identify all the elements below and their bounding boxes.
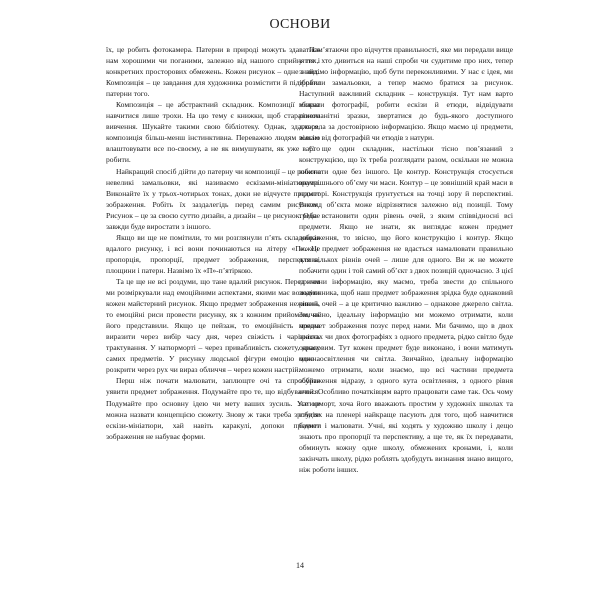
- left-column: [106, 44, 320, 576]
- running-header: ОСНОВИ: [269, 17, 331, 32]
- paragraph: Є ще один складник, настільки тісно пов’язаний з конструкцією, що їх треба розглядати разом, оскільки не можна виконати одне без іншого. Це контур. Конструкція стосується внутрішнього об’єму чи маси. Контур – це зовнішній край маси в просторі. Конструкція ґрунтується на точці зору й перспективі. Вигляд об’єкта може відрізнятися залежно від позиції. Тому треба встановити один рівень очей, з яким співвідносні всі предмети. Якщо не знати, як виглядає кожен предмет зображення, то звісно, що його конструкцію і контур. Якщо кожен предмет зображення не вдасться намалювати правильно для кількох рівнів очей – лише для одного. Ви ж не можете побачити один і той самий об’єкт з двох позицій одночасно. З цієї причини інформацію, яку маємо, треба звести до спільного знаменника, щоб наш предмет зображення зрідка буде однаковий рівень очей – а це критично важливо – однакове джерело світла. Звичайно, ідеальну інформацію ми можемо отримати, коли предмет зображення позує перед нами. Ми бачимо, що в двох зразках чи двох фотографіях з одного предмета, рідко світло буде однаковим. Тут кожен предмет буде виконано, і вони матимуть одне освітлення чи світла. Звичайно, ідеальну інформацію можемо отримати, коли знаємо, що всі частини предмета зображення відразу, з одного кута освітлення, з одного рівня очей. Особливо початківцям варто працювати саме так. Ось чому натюрморт, хоча його вважають простим у художніх школах та студіях на пленері найкраще пасують для того, щоб навчитися бачити і малювати. Учні, які ходять у художню школу і дещо знають про пропорції та перспективу, а ще те, як їх передавати, обминуть кожну одне школу, обмежених кронами, і, коли закінчать школу, рідко роблять здобудуть визнання знано вищого, ніж роботи інших.: [299, 144, 513, 474]
- paragraph: Та це ще не всі роздуми, що тане вдалий рисунок. Перед ним ми розміркували над емоційними аспектами, якими має володіти кожен майстерний рисунок. Якщо предмет зображення неживий, то емоційні риси провести рисунку, як з кожним прийомом, як його представили. Якщо це пейзаж, то емоційність можна виразити через вибір часу дня, через свіжість і чарівність трактування. У натюрморті – через привабливість сюжету, красу самих предметів. У рисунку людської фігури емоцію можна розкрити через рух чи вираз обличчя – через кожен настрій.: [106, 276, 320, 375]
- page-number: 14: [296, 561, 304, 570]
- paragraph: Пам’ятаючи про відчуття правильності, яке ми передали вище у тих, хто дивиться на наші спроби чи судитиме про них, тепер знайдімо інформацію, щоб бути переконливими. У нас є ідея, ми зробили замальовки, а тепер маємо братися за рисунок. Наступний важливий складник – конструкція. Тут нам варто збирати фотографії, робити ескізи й етюди, відвідувати різноманітні зразки, звертатися до будь-якого доступного джерела за достовірною інформацією. Якщо маємо ці предмети, зовсім від фотографій чи етюдів з натури.: [299, 45, 513, 143]
- paragraph: Композиція – це абстрактний складник. Композиції можна навчитися лише трохи. На цю тему є книжки, щоб старанного вивчення. Шукайте такими свою бібліотеку. Однак, здається, композиція більш-менш інстинктивна. Переважно людям вільно влаштовувати все по-своєму, а не як вимушувати, як уже варто робити.: [106, 100, 320, 165]
- paragraph: їх, це робить фотокамера. Патерни в природі можуть здаватися нам хорошими чи поганими, залежно від нашого сприйняття і конкретних просторових обмежень. Кожен рисунок – одне з них. Композиція – це завдання для художника розмістити й підібрати патерни того.: [106, 45, 320, 99]
- paragraph: Перш ніж почати малювати, заплющте очі та спробуйте уявити предмет зображення. Подумайте про те, що відбувається. Подумайте про основну ідею чи мету ваших зусиль. Усе це можна назвати концепцією сюжету. Знову ж таки треба зробити ескізи-мініатюри, хай навіть каракулі, допоки предмет зображення не набуває форми.: [106, 376, 320, 441]
- paragraph: Якщо ви ще не помітили, то ми розглянули п’ять складників вдалого рисунку, і всі вони починаються на літеру «П». Це пропорція, пропорції, предмет зображення, перспектива, площини і патерн. Назвімо їх «П»-п’ятіркою.: [106, 232, 320, 275]
- right-column: [299, 44, 513, 576]
- paragraph: Найкращий спосіб дійти до патерну чи композиції – це робити невеликі замальовки, які називаємо ескізами-мініатюрами. Виконайте їх у трьох-чотирьох тонах, доки не відчуєте предмет зображення. Робіть їх заздалегідь перед самим рисунком. Рисунок – це за своєю суттю дизайн, а дизайн – це рисунок. Одне завжди буде виростати з іншого.: [106, 166, 320, 231]
